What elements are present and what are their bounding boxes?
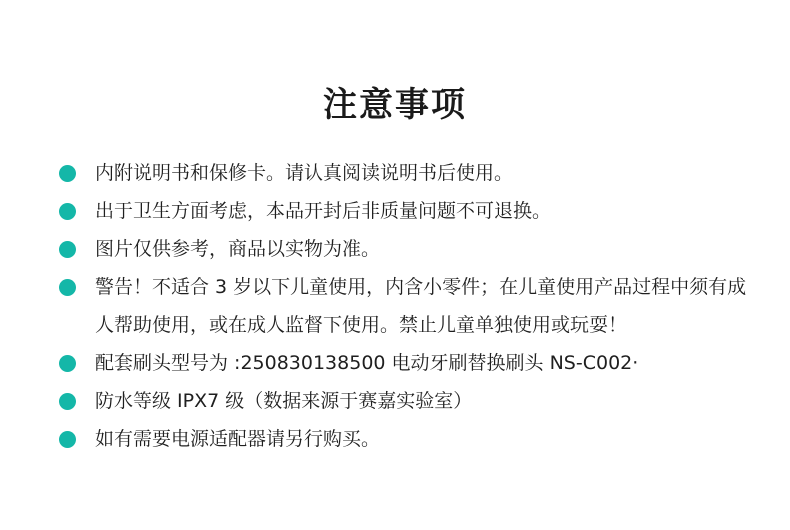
list-item (0, 230, 790, 268)
notes-list (0, 154, 790, 458)
bullet-dot-icon (59, 355, 76, 372)
bullet-dot-icon (59, 393, 76, 410)
bullet-dot-icon (59, 279, 76, 296)
note-text: 防水等级 IPX7 级（数据来源于赛嘉实验室） (95, 390, 473, 412)
list-item (0, 420, 790, 458)
list-item (0, 344, 790, 382)
list-item (0, 268, 790, 344)
bullet-dot-icon (59, 165, 76, 182)
note-text: 图片仅供参考，商品以实物为准。 (95, 238, 381, 260)
page-title: 注意事项 (323, 84, 467, 125)
list-item (0, 154, 790, 192)
note-text: 内附说明书和保修卡。请认真阅读说明书后使用。 (95, 162, 514, 184)
note-text: 出于卫生方面考虑，本品开封后非质量问题不可退换。 (95, 200, 552, 222)
note-text: 如有需要电源适配器请另行购买。 (95, 428, 381, 450)
bullet-dot-icon (59, 203, 76, 220)
list-item (0, 192, 790, 230)
note-text: 配套刷头型号为 :250830138500 电动牙刷替换刷头 NS-C002· (95, 352, 639, 374)
note-text: 警告！不适合 3 岁以下儿童使用，内含小零件；在儿童使用产品过程中须有成人帮助使用，或在成人监督下使用。禁止儿童单独使用或玩耍！ (95, 276, 747, 336)
bullet-dot-icon (59, 431, 76, 448)
list-item (0, 382, 790, 420)
bullet-dot-icon (59, 241, 76, 258)
